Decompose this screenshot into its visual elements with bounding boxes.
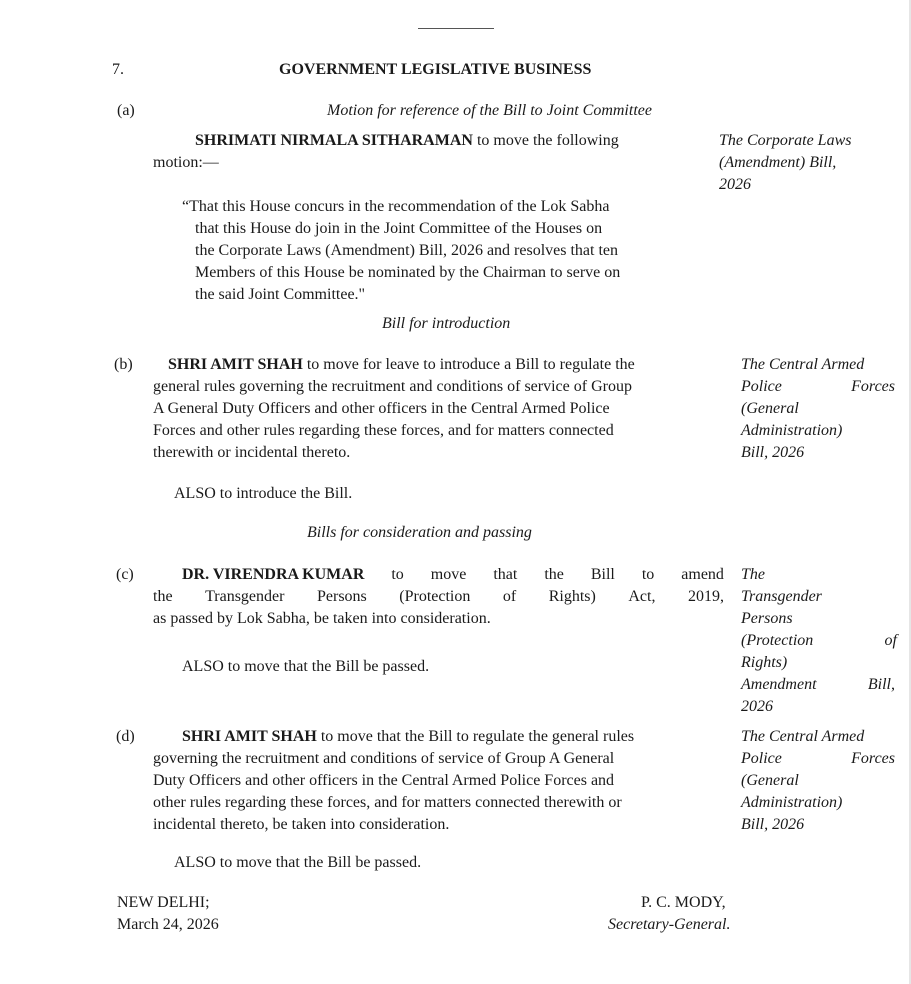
item-c-mover: DR. VIRENDRA KUMAR — [182, 566, 365, 583]
item-d-line: to move that the Bill to regulate the general rules — [320, 728, 635, 745]
item-d-line: other rules regarding these forces, and for matters connected therewith or — [153, 794, 622, 811]
bill-introduction-heading: Bill for introduction — [382, 315, 511, 332]
item-c-word: the — [153, 588, 173, 605]
item-c-word: (Protection — [399, 588, 471, 605]
item-number: 7. — [112, 61, 124, 78]
item-a-quote-line: the said Joint Committee." — [195, 286, 366, 303]
item-b-line: general rules governing the recruitment and conditions of service of Group — [153, 378, 632, 395]
item-c-also: ALSO to move that the Bill be passed. — [182, 658, 430, 675]
item-c-margin-word: (Protection — [741, 632, 814, 649]
bills-consideration-heading: Bills for consideration and passing — [307, 524, 532, 541]
footer-signatory: P. C. MODY, — [641, 894, 726, 911]
item-c-margin-line: Persons — [741, 610, 793, 627]
item-d-line: Duty Officers and other officers in the Central Armed Police Forces and — [153, 772, 615, 789]
item-b-margin-word: Forces — [851, 378, 895, 395]
item-b-margin-line: Administration) — [741, 422, 843, 439]
item-d-margin-line: Bill, 2026 — [741, 816, 805, 833]
item-c-word: move — [430, 566, 467, 583]
item-b-also: ALSO to introduce the Bill. — [174, 485, 353, 502]
item-a-mover: SHRIMATI NIRMALA SITHARAMAN — [195, 132, 473, 149]
item-d-also: ALSO to move that the Bill be passed. — [174, 854, 422, 871]
item-c-word: Bill — [590, 566, 615, 583]
item-d-line: governing the recruitment and conditions of service of Group A General — [153, 750, 615, 767]
item-d-margin-line: Administration) — [741, 794, 843, 811]
item-c-second-line — [153, 586, 724, 608]
footer-place: NEW DELHI; — [117, 894, 210, 911]
item-d-margin-line: The Central Armed — [741, 728, 865, 745]
item-c-first-line — [182, 564, 724, 586]
item-c-word: Transgender — [205, 588, 285, 605]
item-d-label: (d) — [116, 728, 135, 745]
item-a-quote-line: “That this House concurs in the recommendation of the Lok Sabha — [182, 198, 610, 215]
footer-date: March 24, 2026 — [117, 916, 219, 933]
item-c-margin-line: The — [741, 566, 765, 583]
item-b-margin-justified — [741, 376, 895, 398]
item-d-line: incidental thereto, be taken into consideration. — [153, 816, 450, 833]
item-b-line: A General Duty Officers and other officers in the Central Armed Police — [153, 400, 610, 417]
item-b-line: therewith or incidental thereto. — [153, 444, 351, 461]
item-b-margin-line: Bill, 2026 — [741, 444, 805, 461]
item-a-quote-line: that this House do join in the Joint Committee of the Houses on — [195, 220, 603, 237]
item-d-mover: SHRI AMIT SHAH — [182, 728, 317, 745]
item-a-margin-line: 2026 — [719, 176, 751, 193]
item-c-word: to — [641, 566, 655, 583]
item-c-word: of — [502, 588, 517, 605]
item-a-margin-line: (Amendment) Bill, — [719, 154, 837, 171]
item-c-word: amend — [681, 566, 724, 583]
item-a-margin-line: The Corporate Laws — [719, 132, 852, 149]
item-b-margin-word: Police — [741, 378, 782, 395]
item-a-label: (a) — [117, 102, 135, 119]
item-d-margin-line: (General — [741, 772, 799, 789]
item-c-margin-justified — [741, 630, 897, 652]
item-c-word: Persons — [316, 588, 367, 605]
item-c-label: (c) — [116, 566, 134, 583]
item-b-margin-line: (General — [741, 400, 799, 417]
item-c-line: as passed by Lok Sabha, be taken into consideration. — [153, 610, 491, 627]
item-c-word: the — [544, 566, 564, 583]
item-d-margin-justified — [741, 748, 895, 770]
item-b-margin-line: The Central Armed — [741, 356, 865, 373]
item-c-margin-word: Amendment — [741, 676, 817, 693]
footer-designation: Secretary-General. — [608, 916, 731, 933]
item-a-first-line — [195, 130, 619, 152]
item-b-label: (b) — [114, 356, 133, 373]
item-c-margin-line: Rights) — [741, 654, 788, 671]
item-a-quote-line: the Corporate Laws (Amendment) Bill, 2026 and resolves that ten — [195, 242, 619, 259]
item-c-margin-justified — [741, 674, 895, 696]
item-b-mover: SHRI AMIT SHAH — [168, 356, 303, 373]
item-c-word: that — [493, 566, 518, 583]
item-b-line: Forces and other rules regarding these forces, and for matters connected — [153, 422, 614, 439]
item-b-line: to move for leave to introduce a Bill to regulate the — [306, 356, 635, 373]
section-title: GOVERNMENT LEGISLATIVE BUSINESS — [279, 61, 592, 78]
item-d-first-line — [182, 726, 634, 748]
item-a-intro: to move the following — [476, 132, 619, 149]
item-a-heading: Motion for reference of the Bill to Joint Committee — [327, 102, 652, 119]
item-a-quote-line: Members of this House be nominated by the Chairman to serve on — [195, 264, 621, 281]
item-c-margin-line: 2026 — [741, 698, 773, 715]
item-c-word: 2019, — [688, 588, 724, 605]
item-c-margin-line: Transgender — [741, 588, 822, 605]
item-c-word: to — [391, 566, 404, 583]
item-d-margin-word: Police — [741, 750, 782, 767]
top-rule — [418, 28, 494, 29]
item-c-word: Act, — [628, 588, 656, 605]
item-a-intro-cont: motion:— — [153, 154, 219, 171]
item-c-word: Rights) — [548, 588, 596, 605]
item-d-margin-word: Forces — [851, 750, 895, 767]
item-c-margin-word: Bill, — [867, 676, 895, 693]
item-b-first-line — [168, 354, 635, 376]
item-c-margin-word: of — [884, 632, 897, 649]
